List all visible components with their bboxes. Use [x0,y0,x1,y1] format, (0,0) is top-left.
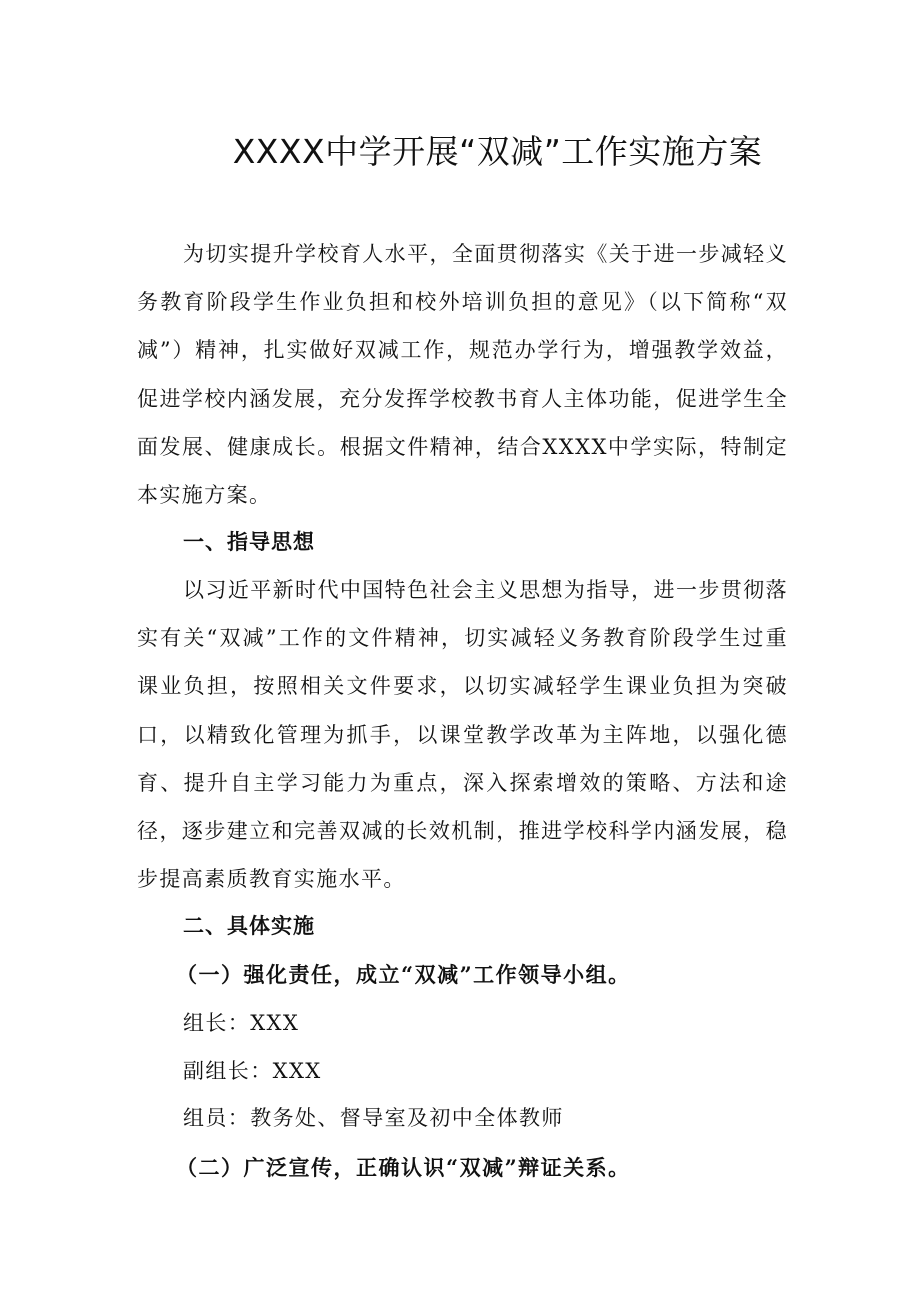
group-leader-line: 组长：XXX [183,1011,300,1035]
section-2-heading: 二、具体实施 [183,914,315,938]
members-line: 组员：教务处、督导室及初中全体教师 [183,1106,564,1130]
intro-paragraph: 为切实提升学校育人水平，全面贯彻落实《关于进一步减轻义务教育阶段学生作业负担和校外培训负担的意见》（以下简称“双减”）精神，扎实做好双减工作，规范办学行为，增强教学效益，促进学校内涵发展，充分发挥学校教书育人主体功能，促进学生全面发展、健康成长。根据文件精神，结合XXXX中学实际，特制定本实施方案。 [137,242,788,508]
section-1-heading: 一、指导思想 [183,530,315,554]
deputy-leader-line: 副组长：XXX [183,1059,322,1083]
document-title: XXXX中学开展“双减”工作实施方案 [232,132,763,171]
section-1-paragraph: 以习近平新时代中国特色社会主义思想为指导，进一步贯彻落实有关“双减”工作的文件精神，切实减轻义务教育阶段学生过重课业负担，按照相关文件要求，以切实减轻学生课业负担为突破口，以精致化管理为抓手，以课堂教学改革为主阵地，以强化德育、提升自主学习能力为重点，深入探索增效的策略、方法和途径，逐步建立和完善双减的长效机制，推进学校科学内涵发展，稳步提高素质教育实施水平。 [137,578,788,892]
subsection-1-heading: （一）强化责任，成立“双减”工作领导小组。 [176,962,631,987]
subsection-2-heading: （二）广泛宣传，正确认识“双减”辩证关系。 [176,1155,631,1180]
